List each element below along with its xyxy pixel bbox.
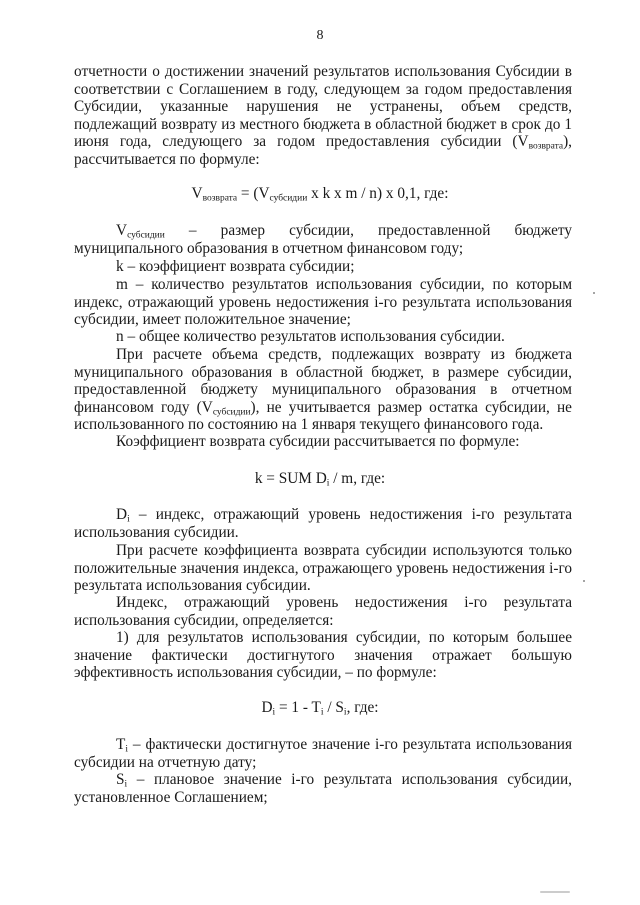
definition-s: $S_i$ – плановое значение i-го результата использования субсидии, установленное Соглашением; (74, 771, 572, 806)
coefficient-paragraph: Коэффициент возврата субсидии рассчитывается по формуле: (116, 433, 520, 450)
scan-speck (540, 891, 570, 893)
definition-v-subsidy: $V_{субсидии}$ – размер субсидии, предоставленной бюджету муниципального образования в отчетном финансовом году; (74, 222, 572, 257)
page-number: 8 (316, 28, 324, 43)
index-paragraph: Индекс, отражающий уровень недостижения i-го результата использования субсидии, определяется: (74, 594, 572, 629)
intro-paragraph: отчетности о достижении значений результатов использования Субсидии в соответствии с Соглашением в году, следующем за годом предоставления Субсидии, указанные нарушения не устранены, объем средств, подлежащий возврату из местного бюджета в областной бюджет в срок до 1 июня года, следующего за годом предоставления субсидии $(V_{возврата})$, рассчитывается по формуле: (74, 63, 572, 168)
formula-k: k = SUM $D_i$ / m, где: (254, 470, 386, 489)
calculation-paragraph: При расчете объема средств, подлежащих возврату из бюджета муниципального образования в областной бюджет, в размере субсидии, предоставленной бюджету муниципального образования в отчетном финансовом году $(V_{субсидии})$, не учитывается размер остатка субсидии, не использованного по состоянию на 1 января текущего финансового года. (74, 346, 572, 433)
formula-d: $D_i = 1 - T_i / S_i$, где: (261, 699, 379, 718)
positive-values-paragraph: При расчете коэффициента возврата субсидии используются только положительные значения индекса, отражающего уровень недостижения i-го результата использования субсидии. (74, 542, 572, 594)
scan-speck (593, 292, 595, 294)
scan-speck (583, 580, 585, 582)
definition-m: m – количество результатов использования субсидии, по которым индекс, отражающий уровень недостижения i-го результата использования субсидии, имеет положительное значение; (74, 276, 572, 328)
definition-n: n – общее количество результатов использования субсидии. (116, 328, 505, 345)
definition-t: $T_i$ – фактически достигнутое значение i-го результата использования субсидии на отчетную дату; (74, 736, 572, 771)
item-1-paragraph: 1) для результатов использования субсидии, по которым большее значение фактически достигнутого значения отражает большую эффективность использования субсидии, – по формуле: (74, 629, 572, 681)
definition-k: k – коэффициент возврата субсидии; (116, 258, 355, 275)
definition-d: $D_i$ – индекс, отражающий уровень недостижения i-го результата использования субсидии. (74, 506, 572, 541)
formula-v-return: $V_{возврата} = (V_{субсидии}$ x k x m / n) x 0,1, где: (191, 185, 449, 204)
